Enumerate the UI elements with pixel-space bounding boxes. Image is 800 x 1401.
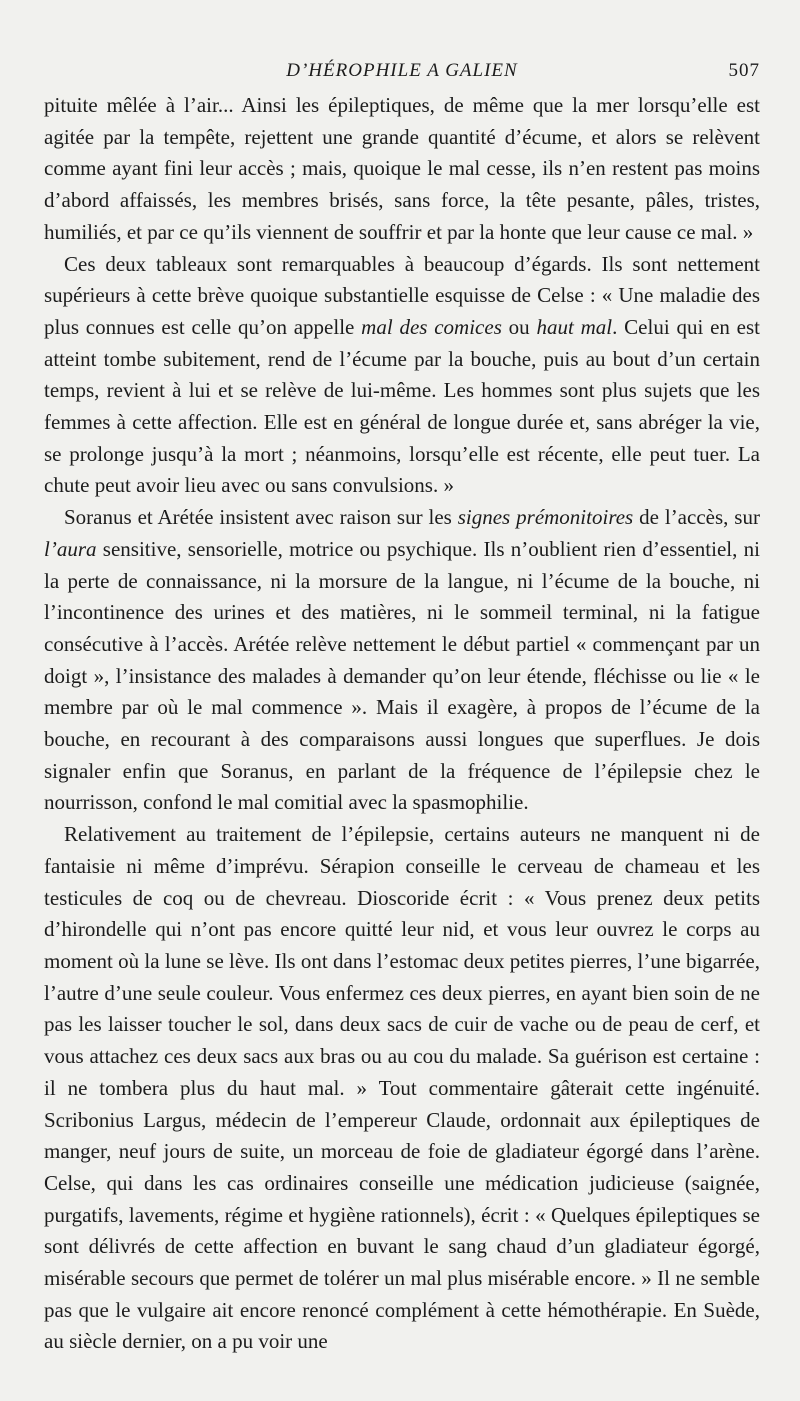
text-segment: Soranus et Arétée insistent avec raison sur les	[64, 505, 458, 530]
paragraph	[44, 819, 760, 1358]
page-number: 507	[728, 60, 760, 81]
italic-text: haut mal	[536, 314, 613, 339]
italic-text: mal des comices	[361, 314, 502, 339]
text-segment: pituite mêlée à l’air... Ainsi les épileptiques, de même que la mer lorsqu’elle est agitée par la tempête, rejettent une grande quantité d’écume, et alors se relèvent comme ayant fini leur accès ; mais, quoique le mal cesse, ils n’en restent pas moins d’abord affaissés, les membres brisés, sans force, la tête pesante, pâles, tristes, humiliés, et par ce qu’ils viennent de souffrir et par la honte que leur cause ce mal. »	[44, 93, 760, 244]
text-segment: . Celui qui en est atteint tombe subitement, rend de l’écume par la bouche, puis au bout d’un certain temps, revient à lui et se relève de lui-même. Les hommes sont plus sujets que les femmes à cette affection. Elle est en général de longue durée et, sans abréger la vie, se prolonge jusqu’à la mort ; néanmoins, lorsqu’elle est récente, elle peut tuer. La chute peut avoir lieu avec ou sans convulsions. »	[44, 314, 761, 498]
text-segment: ou	[501, 314, 537, 339]
running-head	[44, 56, 760, 90]
italic-text: l’aura	[44, 536, 97, 561]
body-text	[44, 90, 760, 1358]
text-segment: Relativement au traitement de l’épilepsie, certains auteurs ne manquent ni de fantaisie ni même d’imprévu. Sérapion conseille le cerveau de chameau et les testicules de coq ou de chevreau. Dioscoride écrit : « Vous prenez deux petits d’hirondelle qui n’ont pas encore quitté leur nid, et vous leur ouvrez le corps au moment où la lune se lève. Ils ont dans l’estomac deux petites pierres, l’une bigarrée, l’autre d’une seule couleur. Vous enfermez ces deux pierres, en ayant bien soin de ne pas les laisser toucher le sol, dans deux sacs de cuir de vache ou de peau de cerf, et vous attachez ces deux sacs aux bras ou au cou du malade. Sa guérison est certaine : il ne tombera plus du haut mal. » Tout commentaire gâterait cette ingénuité. Scribonius Largus, médecin de l’empereur Claude, ordonnait aux épileptiques de manger, neuf jours de suite, un morceau de foie de gladiateur égorgé dans l’arène. Celse, qui dans les cas ordinaires conseille une médication judicieuse (saignée, purgatifs, lavements, régime et hygiène rationnels), écrit : « Quelques épileptiques se sont délivrés de cette affection en buvant le sang chaud d’un gladiateur égorgé, misérable secours que permet de tolérer un mal plus misérable encore. » Il ne semble pas que le vulgaire ait encore renoncé complément à cette hémothérapie. En Suède, au siècle dernier, on a pu voir une	[44, 822, 760, 1354]
running-title: D’HÉROPHILE A GALIEN	[286, 60, 518, 81]
paragraph	[44, 502, 760, 819]
text-segment: de l’accès, sur	[633, 505, 760, 530]
italic-text: signes prémonitoires	[457, 505, 634, 530]
paragraph	[44, 90, 760, 249]
text-segment: sensitive, sensorielle, motrice ou psychique. Ils n’oublient rien d’essentiel, ni la perte de connaissance, ni la morsure de la langue, ni l’écume de la bouche, ni l’incontinence des urines et des matières, ni le sommeil terminal, ni la fatigue consécutive à l’accès. Arétée relève nettement le début partiel « commençant par un doigt », l’insistance des malades à demander qu’on leur étende, fléchisse ou lie « le membre par où le mal commence ». Mais il exagère, à propos de l’écume de la bouche, en recourant à des comparaisons aussi longues que superflues. Je dois signaler enfin que Soranus, en parlant de la fréquence de l’épilepsie chez le nourrisson, confond le mal comitial avec la spasmophilie.	[44, 536, 760, 815]
text-segment: Ces deux tableaux sont remarquables à beaucoup d’égards. Ils sont nettement supérieurs à cette brève quoique substantielle esquisse de Celse : « Une maladie des plus connues est celle qu’on appelle	[44, 251, 760, 339]
paragraph	[44, 249, 760, 503]
